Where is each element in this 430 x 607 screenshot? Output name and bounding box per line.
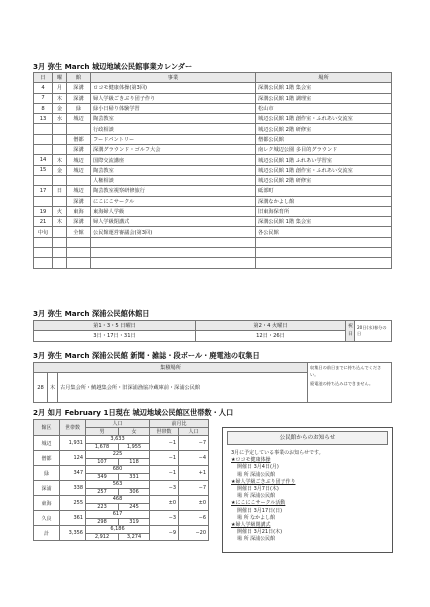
population-prev-population: −6 [179, 511, 209, 526]
calendar-row [34, 134, 392, 144]
calendar-day [34, 145, 53, 155]
calendar-hall [67, 237, 91, 247]
calendar-header-event: 事業 [91, 73, 256, 83]
calendar-place: 旧東海保育所 [256, 206, 392, 216]
holiday-col1-head: 第1・3・5 日曜日 [34, 321, 196, 331]
population-district: 久良 [34, 511, 60, 526]
calendar-place: 深溝公民館 1階 調理室 [256, 93, 392, 103]
calendar-event: 婦人学級ごきぶり団子作り [91, 93, 256, 103]
population-households: 124 [60, 451, 86, 466]
population-female: 3,274 [119, 533, 150, 541]
calendar-row [34, 217, 392, 227]
calendar-hall: 緑 [67, 103, 91, 113]
calendar-day [34, 124, 53, 134]
calendar-event: 行政相談 [91, 124, 256, 134]
calendar-event [91, 248, 256, 258]
collection-dow: 木 [48, 373, 58, 403]
population-district: 東海 [34, 496, 60, 511]
holiday-note-text: 20日(水)春分の日 [355, 321, 392, 342]
population-head-households: 世帯数 [60, 420, 86, 436]
calendar-row-empty [34, 258, 392, 268]
population-households: 255 [60, 496, 86, 511]
calendar-place: 城辺公民館 1階 創作室・ふれあい交流室 [256, 165, 392, 175]
population-prev-households: ±0 [150, 496, 179, 511]
calendar-place [256, 258, 392, 268]
calendar-hall: 城辺 [67, 155, 91, 165]
notice-event-title: ★にこにこサークル活動 [231, 500, 286, 507]
calendar-dow: 水 [53, 114, 67, 124]
population-female: 306 [119, 488, 150, 496]
collection-table [33, 362, 392, 403]
notice-event-place: 場 所 深浦公民館 [237, 493, 276, 500]
population-total: 680 [86, 466, 150, 474]
population-head-prev-population: 人口 [179, 428, 209, 436]
population-male: 107 [86, 458, 119, 466]
calendar-hall [67, 124, 91, 134]
population-total: 3,633 [86, 436, 150, 444]
population-title: 2月 如月 February 1日現在 城辺地域公民館区世帯数・人口 [33, 408, 234, 417]
calendar-dow [53, 227, 67, 237]
calendar-day: 4 [34, 83, 53, 93]
calendar-dow [53, 258, 67, 268]
calendar-row-empty [34, 248, 392, 258]
notice-event-date: 開催日 3月21日(木) [237, 529, 283, 536]
calendar-dow: 金 [53, 165, 67, 175]
population-district: 緑 [34, 466, 60, 481]
population-table [33, 419, 209, 541]
calendar-hall: 深溝 [67, 196, 91, 206]
population-prev-households: −9 [150, 526, 179, 541]
collection-notes [308, 363, 392, 403]
calendar-day [34, 196, 53, 206]
population-households: 1,931 [60, 436, 86, 451]
population-total: 468 [86, 496, 150, 504]
population-head-prev-households: 世帯数 [150, 428, 179, 436]
population-female: 245 [119, 503, 150, 511]
population-prev-households: −1 [150, 466, 179, 481]
population-male: 223 [86, 503, 119, 511]
population-prev-population: ±0 [179, 496, 209, 511]
calendar-header-row [34, 73, 392, 83]
population-prev-population: −7 [179, 481, 209, 496]
calendar-hall: 深溝 [67, 83, 91, 93]
holiday-title: 3月 弥生 March 深浦公民館休館日 [33, 309, 150, 318]
calendar-row [34, 206, 392, 216]
calendar-place: 深溝なかよし館 [256, 196, 392, 206]
collection-day: 28 [34, 373, 48, 403]
calendar-dow [53, 134, 67, 144]
calendar-row-empty [34, 237, 392, 247]
calendar-hall: 深溝 [67, 93, 91, 103]
calendar-event: 公民館運営審議会(第3回) [91, 227, 256, 237]
population-households: 361 [60, 511, 86, 526]
holiday-col1-days: 3日・17日・31日 [34, 331, 196, 341]
calendar-dow [53, 124, 67, 134]
population-total: 617 [86, 511, 150, 519]
calendar-day: 21 [34, 217, 53, 227]
calendar-event: 婦人学級閉講式 [91, 217, 256, 227]
calendar-day: 14 [34, 155, 53, 165]
calendar-hall: 僧都 [67, 134, 91, 144]
notice-event-date: 開催日 3月4日(月) [237, 464, 279, 471]
population-head-female: 女 [119, 428, 150, 436]
calendar-hall [67, 248, 91, 258]
calendar-event: 人権相談 [91, 175, 256, 185]
calendar-dow [53, 248, 67, 258]
calendar-dow: 金 [53, 103, 67, 113]
population-head-prev: 前月比 [150, 420, 209, 428]
calendar-day: 15 [34, 165, 53, 175]
calendar-event: 陶芸教室視察研修旅行 [91, 186, 256, 196]
calendar-hall [67, 175, 91, 185]
calendar-row [34, 227, 392, 237]
calendar-event: 深溝グラウンド・ゴルフ大会 [91, 145, 256, 155]
calendar-header-dow: 曜 [53, 73, 67, 83]
population-head-population: 人口 [86, 420, 150, 428]
calendar-day [34, 258, 53, 268]
population-district: 僧都 [34, 451, 60, 466]
collection-title: 3月 弥生 March 深浦公民館 新聞・雑誌・段ボール・廃電池の収集日 [33, 351, 260, 360]
calendar-row [34, 155, 392, 165]
calendar-row [34, 124, 392, 134]
calendar-day [34, 248, 53, 258]
calendar-event: 国際交流講座 [91, 155, 256, 165]
calendar-row [34, 103, 392, 113]
calendar-day [34, 237, 53, 247]
calendar-place: 城辺公民館 1階 ふれあい学習室 [256, 155, 392, 165]
calendar-place: 僧都公民館 [256, 134, 392, 144]
holiday-note-label: 祝日 [346, 321, 355, 342]
calendar-place: 城辺公民館 2階 研修室 [256, 124, 392, 134]
calendar-row [34, 175, 392, 185]
calendar-place [256, 248, 392, 258]
population-male: 298 [86, 518, 119, 526]
population-male: 1,678 [86, 443, 119, 451]
population-prev-households: −3 [150, 511, 179, 526]
calendar-hall: 深溝 [67, 145, 91, 155]
population-prev-population: −20 [179, 526, 209, 541]
calendar-place: 城辺公民館 1階 創作室・ふれあい交流室 [256, 114, 392, 124]
calendar-hall [67, 258, 91, 268]
calendar-place: 砥部町 [256, 186, 392, 196]
calendar-place: 各公民館 [256, 227, 392, 237]
notice-event-place: 場 所 深浦公民館 [237, 471, 276, 478]
calendar-place: 深溝公民館 1階 集会室 [256, 83, 392, 93]
calendar-row [34, 165, 392, 175]
population-male: 2,912 [86, 533, 119, 541]
population-male: 257 [86, 488, 119, 496]
calendar-place [256, 237, 392, 247]
collection-places: 古月集会所・鯖越集会所・旧深浦漁協冷蔵庫前・深浦公民館 [58, 373, 308, 403]
calendar-row [34, 93, 392, 103]
calendar-event: にこにこサークル [91, 196, 256, 206]
calendar-dow: 木 [53, 155, 67, 165]
population-female: 1,955 [119, 443, 150, 451]
notice-event-place: 場 所 深浦公民館 [237, 536, 276, 543]
population-prev-population: −7 [179, 436, 209, 451]
calendar-dow: 火 [53, 206, 67, 216]
collection-note-1: 収集日の前日までに持ち込んでください。 [310, 365, 382, 377]
calendar-row [34, 145, 392, 155]
calendar-event: 緑小日帰り体験学習 [91, 103, 256, 113]
population-head-district: 館区 [34, 420, 60, 436]
population-total: 225 [86, 451, 150, 459]
notice-event-date: 開催日 3月7日(木) [237, 486, 279, 493]
population-prev-population: +1 [179, 466, 209, 481]
calendar-hall: 全館 [67, 227, 91, 237]
notice-event-title: ★婦人学級閉講式 [231, 522, 271, 529]
calendar-day: 13 [34, 114, 53, 124]
holiday-col2-head: 第2・4 火曜日 [196, 321, 346, 331]
population-female: 319 [119, 518, 150, 526]
calendar-place: 深溝公民館 1階 集会室 [256, 217, 392, 227]
population-households: 347 [60, 466, 86, 481]
calendar-event: 東海婦人学級 [91, 206, 256, 216]
population-district: 計 [34, 526, 60, 541]
calendar-day: 17 [34, 186, 53, 196]
notice-intro: 3月に予定している事業のお知らせです。 [231, 450, 324, 456]
calendar-hall: 城辺 [67, 186, 91, 196]
population-households: 3,356 [60, 526, 86, 541]
calendar-dow [53, 196, 67, 206]
calendar-day: 7 [34, 93, 53, 103]
population-male: 349 [86, 473, 119, 481]
calendar-hall: 城辺 [67, 165, 91, 175]
calendar-header-hall: 館 [67, 73, 91, 83]
holiday-col2-days: 12日・26日 [196, 331, 346, 341]
population-households: 338 [60, 481, 86, 496]
collection-note-2: 廃電池の持ち込みはできません。 [310, 381, 374, 386]
population-female: 118 [119, 458, 150, 466]
calendar-row [34, 83, 392, 93]
calendar-dow: 月 [53, 83, 67, 93]
calendar-day [34, 175, 53, 185]
population-prev-households: −1 [150, 436, 179, 451]
holiday-table [33, 320, 392, 342]
notice-event-place: 場 所 なかよし館 [237, 514, 276, 521]
calendar-hall: 城辺 [67, 114, 91, 124]
calendar-day: 19 [34, 206, 53, 216]
calendar-row [34, 196, 392, 206]
notice-body [231, 450, 392, 544]
calendar-day: 8 [34, 103, 53, 113]
calendar-event [91, 258, 256, 268]
calendar-dow: 木 [53, 93, 67, 103]
calendar-dow [53, 175, 67, 185]
population-prev-population: −4 [179, 451, 209, 466]
calendar-header-day: 日 [34, 73, 53, 83]
population-total: 563 [86, 481, 150, 489]
notice-header: 公民館からのお知らせ [227, 431, 388, 445]
notice-event-title: ★ロコモ健康体操 [231, 457, 271, 464]
calendar-header-place: 場所 [256, 73, 392, 83]
calendar-hall: 深溝 [67, 217, 91, 227]
notice-event-title: ★婦人学級ごきぶり団子作り [231, 478, 296, 485]
collection-place-head: 集積場所 [34, 363, 308, 373]
calendar-day: 中旬 [34, 227, 53, 237]
notice-event-date: 開催日 3月17日(日) [237, 507, 283, 514]
calendar-table [33, 72, 392, 269]
calendar-title: 3月 弥生 March 城辺地域公民館事業カレンダー [33, 62, 193, 71]
population-district: 深浦 [34, 481, 60, 496]
population-prev-households: −1 [150, 451, 179, 466]
population-total: 6,186 [86, 526, 150, 534]
calendar-row [34, 186, 392, 196]
population-female: 331 [119, 473, 150, 481]
population-prev-households: −3 [150, 481, 179, 496]
calendar-event: 陶芸教室 [91, 114, 256, 124]
calendar-event [91, 237, 256, 247]
calendar-place: 南レク城辺公園 多目的グラウンド [256, 145, 392, 155]
calendar-dow [53, 237, 67, 247]
calendar-day [34, 134, 53, 144]
population-head-male: 男 [86, 428, 119, 436]
calendar-place: 城辺公民館 2階 研修室 [256, 175, 392, 185]
calendar-hall: 東海 [67, 206, 91, 216]
calendar-event: フードパントリー [91, 134, 256, 144]
notice-box [222, 427, 393, 553]
calendar-dow [53, 145, 67, 155]
calendar-dow: 木 [53, 217, 67, 227]
population-district: 城辺 [34, 436, 60, 451]
calendar-row [34, 114, 392, 124]
calendar-event: ロコモ健康体操(第3回) [91, 83, 256, 93]
calendar-dow: 日 [53, 186, 67, 196]
calendar-place: 松山市 [256, 103, 392, 113]
calendar-event: 陶芸教室 [91, 165, 256, 175]
